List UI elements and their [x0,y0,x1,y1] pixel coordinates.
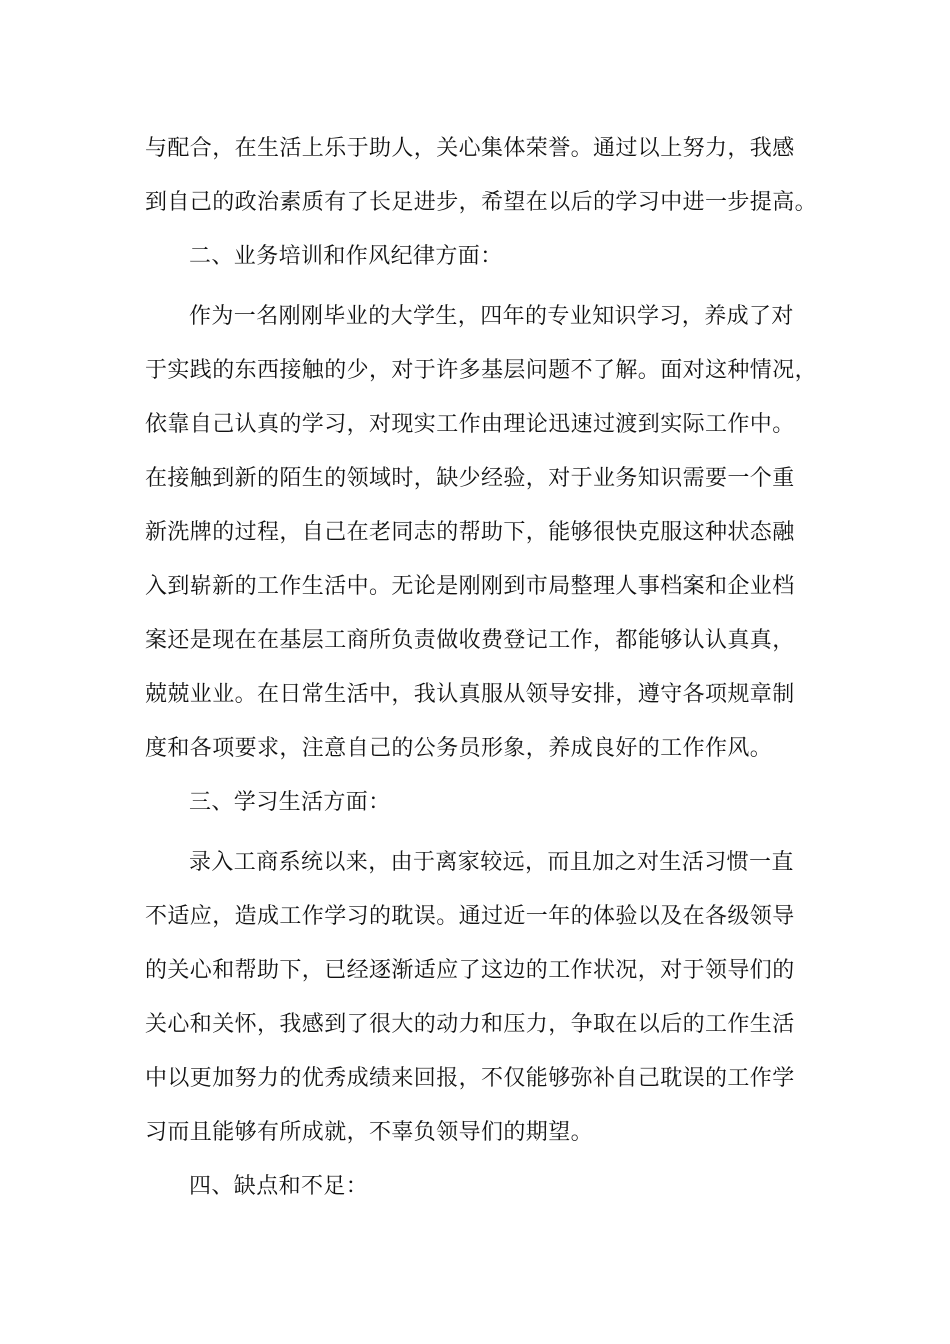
text-line: 与配合，在生活上乐于助人，关心集体荣誉。通过以上努力，我感 [145,136,795,161]
text-line: 到自己的政治素质有了长足进步，希望在以后的学习中进一步提高。 [145,190,818,215]
text-line: 入到崭新的工作生活中。无论是刚刚到市局整理人事档案和企业档 [145,574,795,599]
text-line: 录入工商系统以来，由于离家较远，而且加之对生活习惯一直 [189,850,794,875]
text-line: 新洗牌的过程，自己在老同志的帮助下，能够很快克服这种状态融 [145,520,795,545]
document-body [145,127,825,1225]
text-line: 不适应，造成工作学习的耽误。通过近一年的体验以及在各级领导 [145,904,795,929]
text-line: 中以更加努力的优秀成绩来回报，不仅能够弥补自己耽误的工作学 [145,1066,795,1091]
section-heading: 二、业务培训和作风纪律方面： [189,244,503,269]
text-line: 兢兢业业。在日常生活中，我认真服从领导安排，遵守各项规章制 [145,682,795,707]
text-line: 关心和关怀，我感到了很大的动力和压力，争取在以后的工作生活 [145,1012,795,1037]
text-line: 依靠自己认真的学习，对现实工作由理论迅速过渡到实际工作中。 [145,412,795,437]
section-heading: 四、缺点和不足： [189,1174,369,1199]
text-line: 的关心和帮助下，已经逐渐适应了这边的工作状况，对于领导们的 [145,958,795,983]
section-heading: 三、学习生活方面： [189,790,391,815]
text-line: 在接触到新的陌生的领域时，缺少经验，对于业务知识需要一个重 [145,466,795,491]
text-line: 度和各项要求，注意自己的公务员形象，养成良好的工作作风。 [145,736,773,761]
text-line: 于实践的东西接触的少，对于许多基层问题不了解。面对这种情况， [145,358,818,383]
text-line: 作为一名刚刚毕业的大学生，四年的专业知识学习，养成了对 [189,304,794,329]
text-line: 案还是现在在基层工商所负责做收费登记工作，都能够认认真真， [145,628,795,653]
text-line: 习而且能够有所成就，不辜负领导们的期望。 [145,1120,594,1145]
